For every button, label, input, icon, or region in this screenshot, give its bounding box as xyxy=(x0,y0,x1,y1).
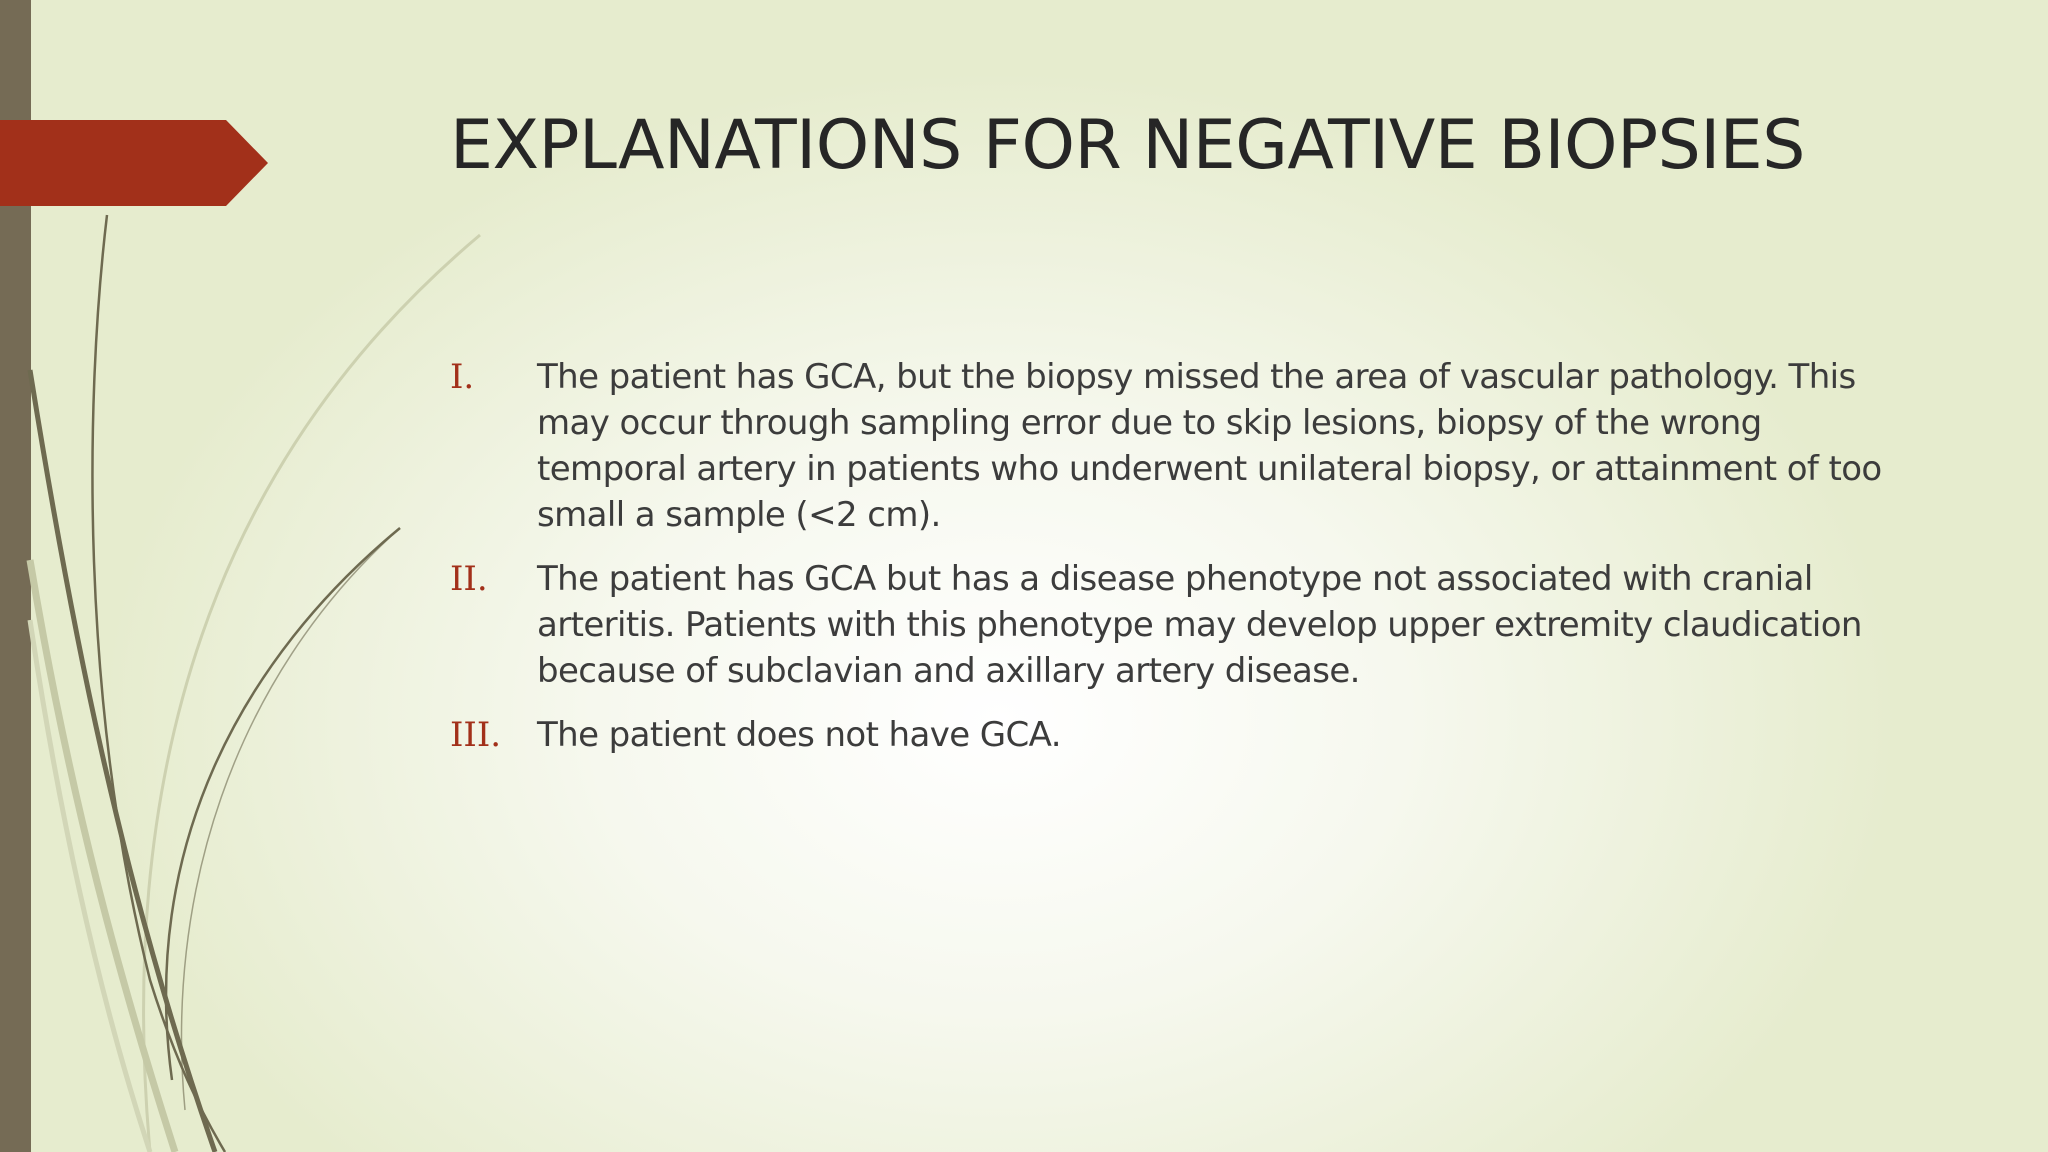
list-item xyxy=(450,712,1920,758)
list-marker: II. xyxy=(450,559,488,599)
stem-dark-mid xyxy=(166,528,400,1080)
stem-dark-left xyxy=(30,370,215,1152)
stem-dark-top xyxy=(92,215,225,1152)
list-item-text: The patient has GCA, but the biopsy missed the area of vascular pathology. This may occur through sampling error due to skip lesions, biopsy of the wrong temporal artery in patients who underwent unilateral biopsy, or attainment of too small a sample (<2 cm). xyxy=(537,357,1882,535)
stem-light-long xyxy=(144,235,480,1152)
list-marker: III. xyxy=(450,715,502,755)
list-item xyxy=(450,354,1920,538)
title-accent-flag xyxy=(0,120,268,206)
explanation-list xyxy=(450,354,1920,776)
list-item xyxy=(450,556,1920,694)
stem-dark-mid-b xyxy=(182,528,400,1110)
list-item-text: The patient has GCA but has a disease phenotype not associated with cranial arteritis. Patients with this phenotype may develop upper extremity claudication because of subclavian and axillary artery disease. xyxy=(537,559,1862,691)
slide-title: EXPLANATIONS FOR NEGATIVE BIOPSIES xyxy=(450,106,1805,185)
list-item-text: The patient does not have GCA. xyxy=(537,715,1061,755)
list-marker: I. xyxy=(450,357,475,397)
